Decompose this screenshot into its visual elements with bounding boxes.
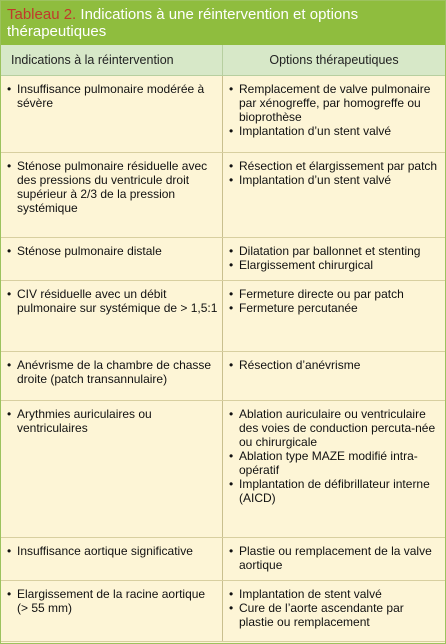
bullet-icon: •: [229, 358, 234, 372]
bullet-text: Sténose pulmonaire distale: [17, 244, 162, 258]
bullet-icon: •: [7, 587, 12, 601]
option-cell: [223, 401, 445, 537]
option-cell: [223, 153, 445, 237]
bullet-item: [229, 244, 441, 258]
bullet-text: Implantation d’un stent valvé: [239, 124, 392, 138]
table-row: [1, 538, 445, 581]
bullet-icon: •: [229, 82, 234, 96]
option-cell: [223, 76, 445, 152]
bullet-item: [229, 287, 441, 301]
header-indications: Indications à la réintervention: [1, 45, 223, 75]
bullet-item: [7, 287, 218, 315]
bullet-item: [229, 258, 441, 272]
table-row: [1, 153, 445, 238]
bullet-text: Remplacement de valve pulmonaire par xénogreffe, par homogreffe ou bioprothèse: [239, 82, 431, 124]
bullet-item: [7, 244, 218, 258]
bullet-item: [229, 358, 441, 372]
table-header: [1, 45, 445, 76]
bullet-icon: •: [7, 358, 12, 372]
indication-cell: [1, 281, 223, 351]
header-options: Options thérapeutiques: [269, 53, 399, 67]
bullet-icon: •: [229, 601, 234, 615]
bullet-item: [7, 159, 218, 215]
bullet-icon: •: [229, 407, 234, 421]
bullet-icon: •: [229, 173, 234, 187]
indication-cell: [1, 538, 223, 580]
bullet-icon: •: [229, 244, 234, 258]
table-title: [1, 1, 445, 45]
indication-cell: [1, 153, 223, 237]
bullet-item: [7, 407, 218, 435]
bullet-text: Plastie ou remplacement de la valve aortique: [239, 544, 432, 572]
table-title-text: Indications à une réintervention et options thérapeutiques: [7, 6, 359, 40]
bullet-item: [229, 449, 441, 477]
table-number: Tableau 2.: [7, 6, 77, 23]
table-row: [1, 581, 445, 642]
bullet-text: Elargissement de la racine aortique (> 55 mm): [17, 587, 206, 615]
bullet-icon: •: [229, 477, 234, 491]
bullet-icon: •: [7, 82, 12, 96]
bullet-item: [7, 544, 218, 558]
bullet-icon: •: [7, 244, 12, 258]
option-cell: [223, 238, 445, 280]
bullet-text: Ablation type MAZE modifié intra-opératif: [239, 449, 418, 477]
option-cell: [223, 581, 445, 641]
bullet-text: Insuffisance aortique significative: [17, 544, 193, 558]
bullet-text: Fermeture directe ou par patch: [239, 287, 404, 301]
bullet-icon: •: [7, 159, 12, 173]
bullet-icon: •: [229, 287, 234, 301]
bullet-item: [229, 587, 441, 601]
bullet-text: Cure de l’aorte ascendante par plastie ou remplacement: [239, 601, 404, 629]
bullet-item: [229, 124, 441, 138]
bullet-icon: •: [229, 159, 234, 173]
bullet-text: CIV résiduelle avec un débit pulmonaire sur systémique de > 1,5:1: [17, 287, 218, 315]
bullet-text: Résection d’anévrisme: [239, 358, 361, 372]
bullet-item: [7, 358, 218, 386]
bullet-item: [7, 82, 218, 110]
option-cell: [223, 281, 445, 351]
table-row: [1, 352, 445, 401]
bullet-text: Fermeture percutanée: [239, 301, 358, 315]
bullet-item: [7, 587, 218, 615]
bullet-text: Résection et élargissement par patch: [239, 159, 438, 173]
bullet-icon: •: [229, 258, 234, 272]
bullet-text: Dilatation par ballonnet et stenting: [239, 244, 421, 258]
bullet-icon: •: [229, 449, 234, 463]
bullet-item: [229, 544, 441, 572]
bullet-icon: •: [229, 301, 234, 315]
bullet-text: Sténose pulmonaire résiduelle avec des pressions du ventricule droit supérieur à 2/3 de la pression systémique: [17, 159, 208, 215]
bullet-item: [229, 477, 441, 505]
bullet-item: [229, 173, 441, 187]
bullet-text: Arythmies auriculaires ou ventriculaires: [17, 407, 152, 435]
option-cell: [223, 538, 445, 580]
bullet-icon: •: [229, 587, 234, 601]
indication-cell: [1, 401, 223, 537]
bullet-icon: •: [7, 287, 12, 301]
bullet-item: [229, 407, 441, 449]
bullet-text: Implantation d’un stent valvé: [239, 173, 392, 187]
indication-cell: [1, 352, 223, 400]
table-row: [1, 76, 445, 153]
bullet-text: Implantation de défibrillateur interne (AICD): [239, 477, 430, 505]
bullet-icon: •: [7, 544, 12, 558]
bullet-item: [229, 82, 441, 124]
table-body: [1, 76, 445, 642]
bullet-item: [229, 601, 441, 629]
bullet-icon: •: [229, 544, 234, 558]
bullet-icon: •: [7, 407, 12, 421]
table-row: [1, 238, 445, 281]
indication-cell: [1, 76, 223, 152]
table-row: [1, 401, 445, 538]
bullet-icon: •: [229, 124, 234, 138]
bullet-text: Anévrisme de la chambre de chasse droite (patch transannulaire): [17, 358, 212, 386]
bullet-text: Ablation auriculaire ou ventriculaire des voies de conduction percuta-née ou chirurgicale: [239, 407, 436, 449]
bullet-item: [229, 301, 441, 315]
table-row: [1, 281, 445, 352]
bullet-text: Insuffisance pulmonaire modérée à sévère: [17, 82, 205, 110]
bullet-text: Elargissement chirurgical: [239, 258, 374, 272]
indication-cell: [1, 238, 223, 280]
option-cell: [223, 352, 445, 400]
bullet-text: Implantation de stent valvé: [239, 587, 382, 601]
indication-cell: [1, 581, 223, 641]
bullet-item: [229, 159, 441, 173]
